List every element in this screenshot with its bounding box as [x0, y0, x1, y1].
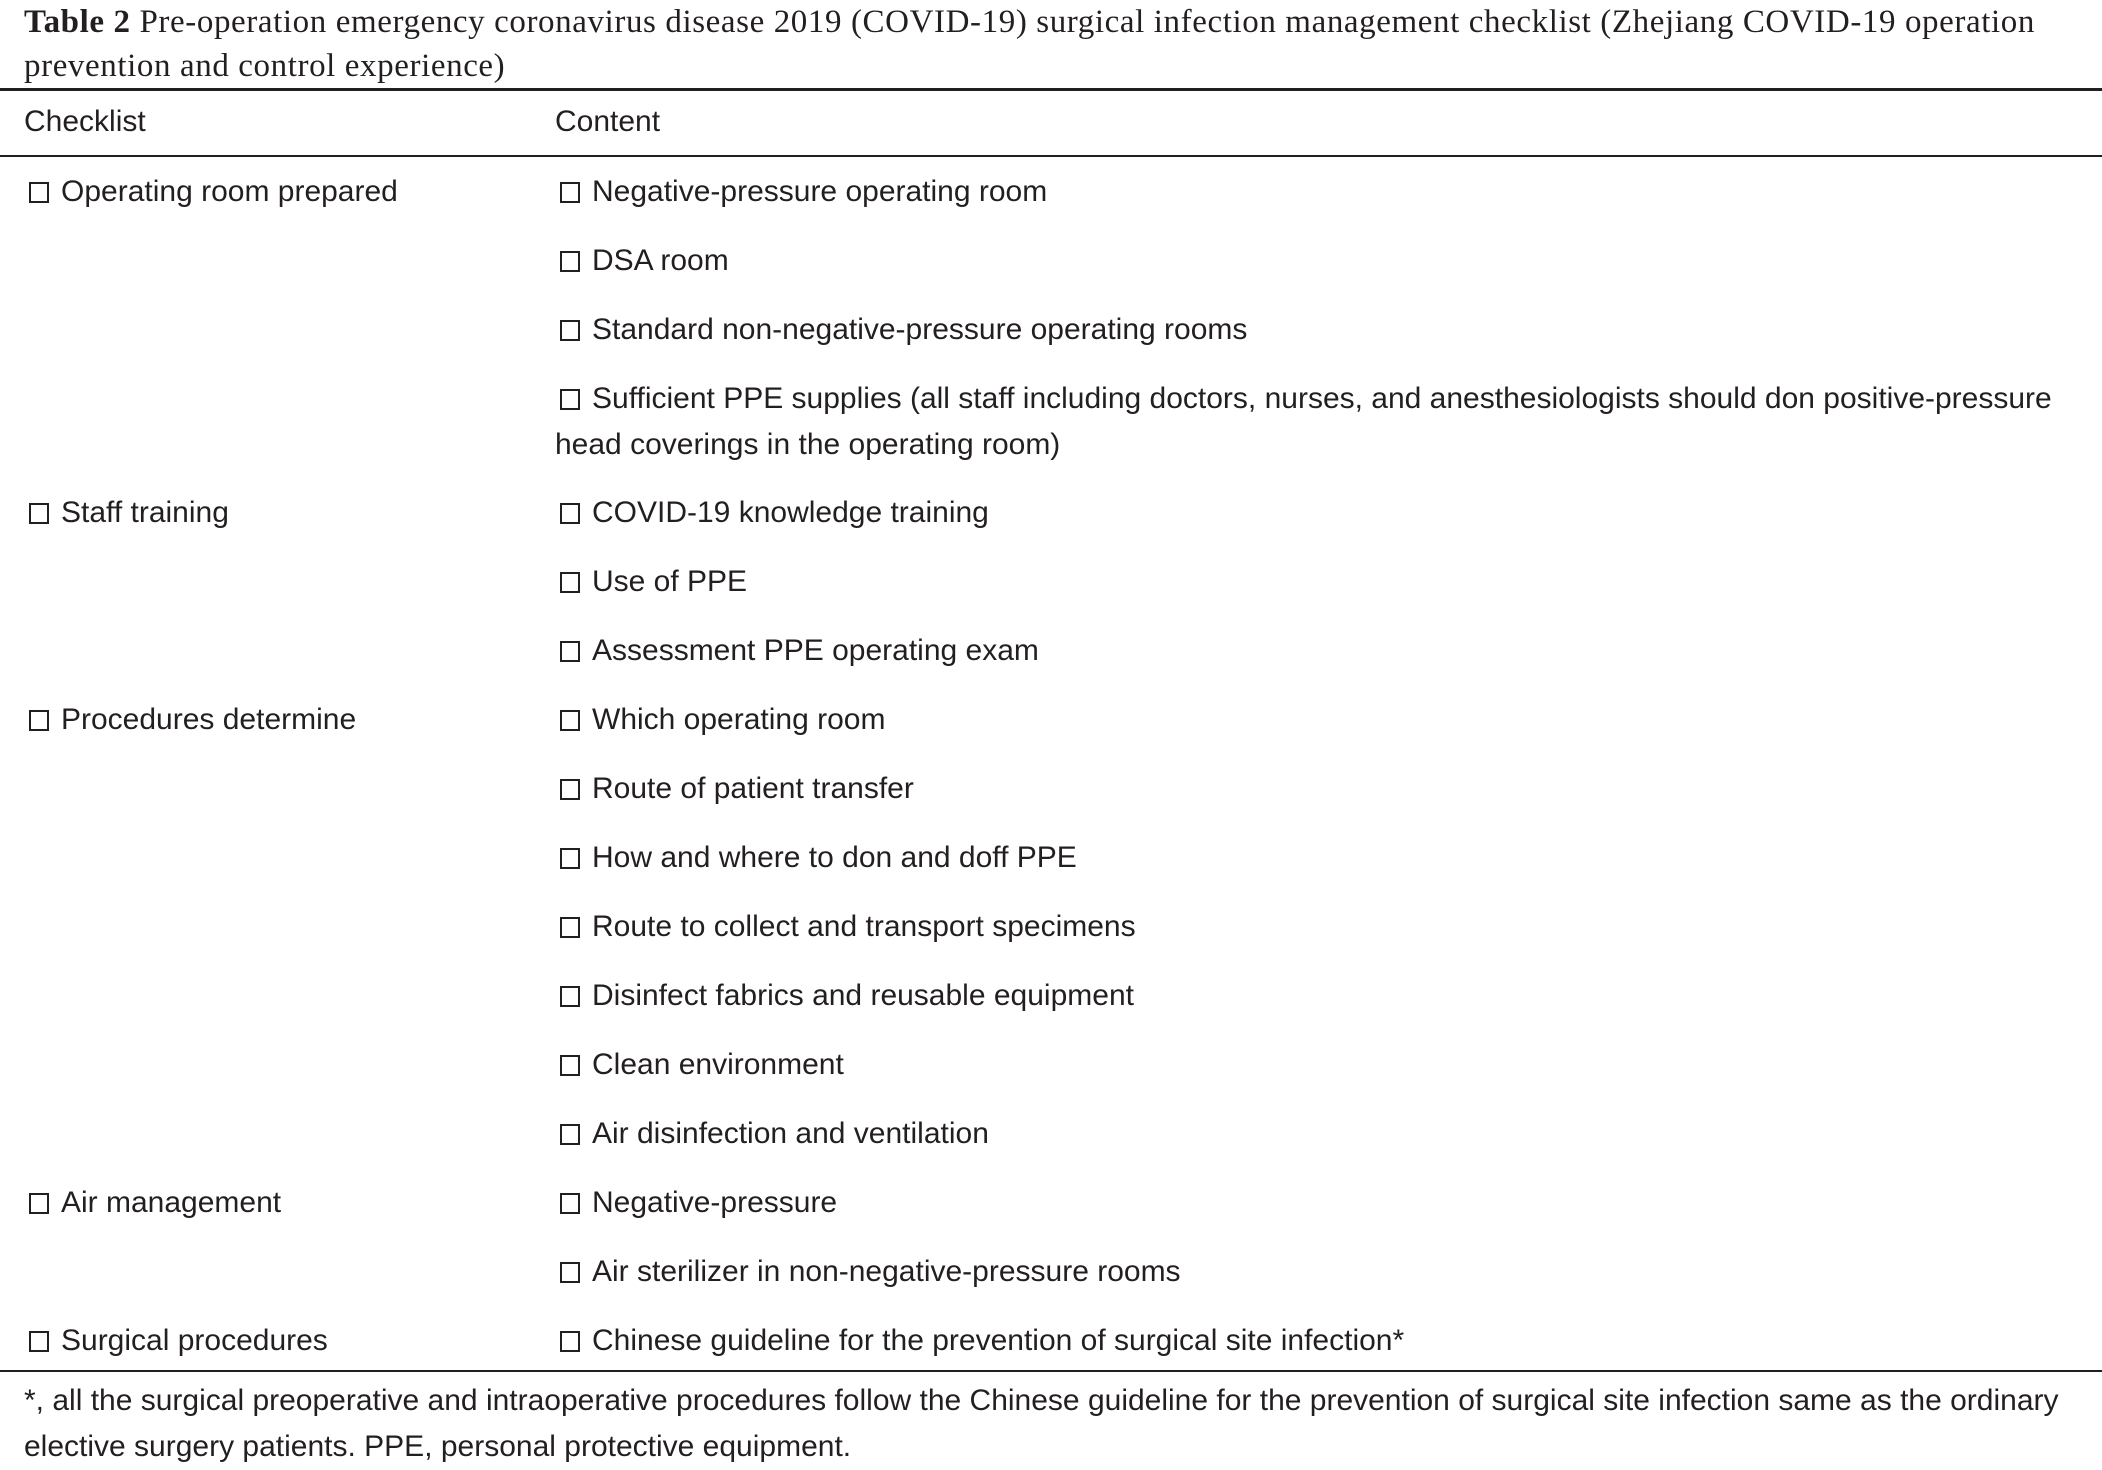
- checkbox-icon: [560, 917, 580, 938]
- content-label: Negative-pressure operating room: [592, 175, 1048, 208]
- content-label: Route to collect and transport specimens: [592, 910, 1136, 943]
- checkbox-icon: [29, 1193, 49, 1214]
- content-label: Air sterilizer in non-negative-pressure rooms: [592, 1255, 1181, 1288]
- content-label: Sufficient PPE supplies (all staff including doctors, nurses, and anesthesiologists should don positive-pressure head coverings in the operating room): [555, 382, 2052, 461]
- table-caption: [24, 0, 2084, 88]
- checkbox-icon: [560, 1331, 580, 1352]
- checklist-label: Staff training: [61, 496, 229, 529]
- content-label: DSA room: [592, 244, 729, 277]
- checklist-item-staff-training: [24, 490, 229, 536]
- checklist-item-air-management: [24, 1180, 281, 1226]
- checkbox-icon: [29, 1331, 49, 1352]
- checklist-item-operating-room: [24, 169, 398, 215]
- checkbox-icon: [560, 572, 580, 593]
- checkbox-icon: [560, 986, 580, 1007]
- checkbox-icon: [29, 503, 49, 524]
- header-checklist: Checklist: [24, 105, 146, 138]
- content-item: [555, 307, 1247, 353]
- content-item: [555, 766, 914, 812]
- header-content: Content: [555, 105, 661, 138]
- table-caption-text: Pre-operation emergency coronavirus disease 2019 (COVID-19) surgical infection management checklist (Zhejiang COVID-19 operation prevention and control experience): [24, 4, 2035, 84]
- checklist-item-surgical-procedures: [24, 1318, 328, 1364]
- content-item: [555, 1249, 1181, 1295]
- content-label: Clean environment: [592, 1048, 844, 1081]
- checkbox-icon: [560, 503, 580, 524]
- checklist-label: Air management: [61, 1186, 282, 1219]
- content-item: [555, 238, 729, 284]
- checkbox-icon: [29, 710, 49, 731]
- content-label: Chinese guideline for the prevention of surgical site infection*: [592, 1324, 1405, 1357]
- content-label: Route of patient transfer: [592, 772, 914, 805]
- checkbox-icon: [560, 182, 580, 203]
- table-footnote: *, all the surgical preoperative and intraoperative procedures follow the Chinese guideline for the prevention of surgical site infection same as the ordinary elective surgery patients. PPE, personal protective equipment.: [24, 1384, 2059, 1463]
- content-label: Negative-pressure: [592, 1186, 838, 1219]
- checkbox-icon: [560, 1124, 580, 1145]
- content-item: [555, 1180, 837, 1226]
- content-label: Use of PPE: [592, 565, 748, 598]
- checklist-label: Procedures determine: [61, 703, 357, 736]
- content-item: [555, 835, 1077, 881]
- checkbox-icon: [29, 182, 49, 203]
- content-item: [555, 559, 747, 605]
- content-item: [555, 1318, 1404, 1364]
- content-label: COVID-19 knowledge training: [592, 496, 989, 529]
- checkbox-icon: [560, 389, 580, 410]
- checklist-label: Surgical procedures: [61, 1324, 328, 1357]
- checkbox-icon: [560, 1262, 580, 1283]
- checkbox-icon: [560, 251, 580, 272]
- table-caption-label: Table 2: [24, 4, 131, 40]
- content-item: [555, 697, 885, 743]
- header-rule: [0, 155, 2102, 157]
- content-item: [555, 1042, 844, 1088]
- checkbox-icon: [560, 779, 580, 800]
- checklist-label: Operating room prepared: [61, 175, 398, 208]
- content-item: [555, 628, 1039, 674]
- content-item: [555, 376, 2065, 468]
- content-label: Which operating room: [592, 703, 886, 736]
- checkbox-icon: [560, 1055, 580, 1076]
- content-label: How and where to don and doff PPE: [592, 841, 1077, 874]
- checkbox-icon: [560, 710, 580, 731]
- content-label: Disinfect fabrics and reusable equipment: [592, 979, 1134, 1012]
- checkbox-icon: [560, 848, 580, 869]
- content-label: Air disinfection and ventilation: [592, 1117, 989, 1150]
- content-item: [555, 1111, 989, 1157]
- content-item: [555, 973, 1134, 1019]
- bottom-rule: [0, 1370, 2102, 1372]
- content-label: Assessment PPE operating exam: [592, 634, 1039, 667]
- top-rule: [0, 88, 2102, 91]
- content-label: Standard non-negative-pressure operating rooms: [592, 313, 1248, 346]
- checkbox-icon: [560, 641, 580, 662]
- content-item: [555, 169, 1047, 215]
- checklist-item-procedures-determine: [24, 697, 356, 743]
- content-item: [555, 904, 1136, 950]
- content-item: [555, 490, 989, 536]
- checkbox-icon: [560, 320, 580, 341]
- checkbox-icon: [560, 1193, 580, 1214]
